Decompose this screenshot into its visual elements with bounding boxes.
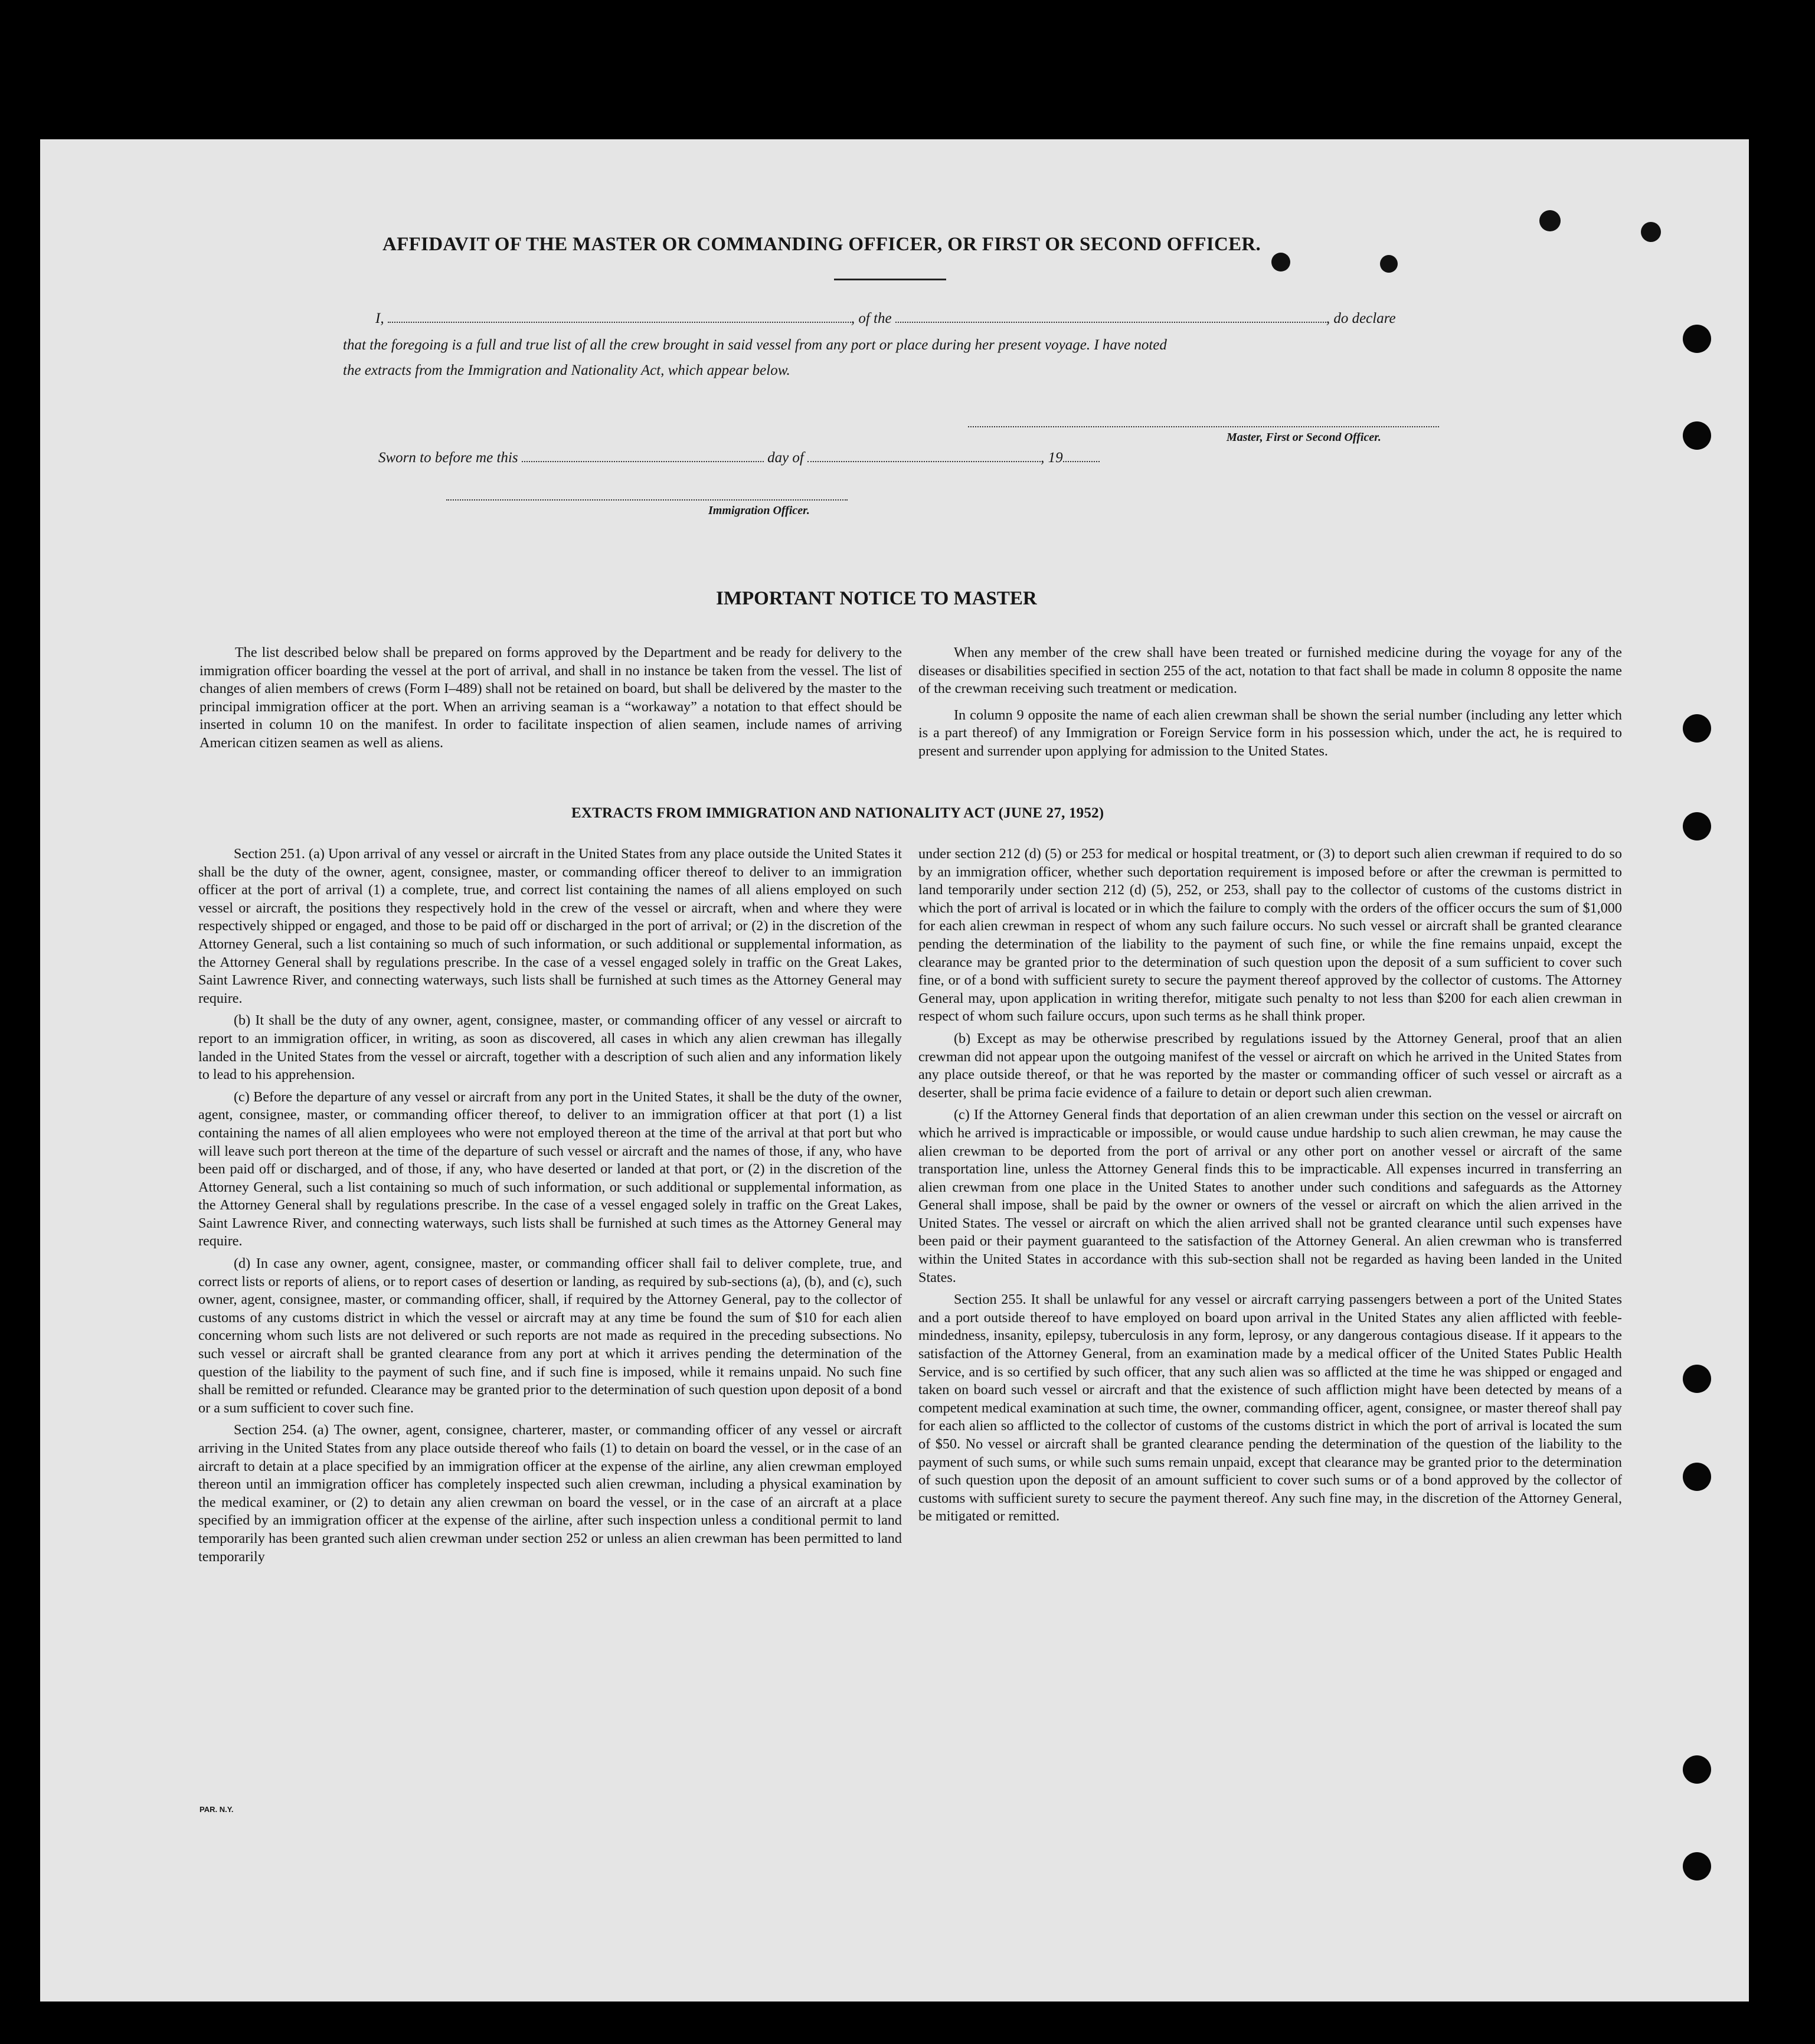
notice-left-column [200, 644, 902, 757]
sworn-month-field[interactable] [807, 450, 1041, 462]
punch-hole [1683, 714, 1711, 743]
name-field[interactable] [388, 311, 851, 323]
extracts-left-column [198, 845, 902, 1570]
notice-title: IMPORTANT NOTICE TO MASTER [716, 588, 1037, 609]
immigration-officer-label: Immigration Officer. [708, 504, 810, 517]
punch-hole [1683, 1852, 1711, 1881]
immigration-officer-signature-line[interactable] [446, 499, 848, 501]
notice-right-column [918, 644, 1622, 765]
notice-paragraph: In column 9 opposite the name of each alien crewman shall be shown the serial number (including any letter which is a part thereof) of any Immigration or Foreign Service form in his possession which, under the act, he is required to present and surrender upon applying for admission to the United States. [918, 707, 1622, 759]
punch-hole [1683, 1755, 1711, 1784]
vessel-field[interactable] [895, 311, 1326, 323]
punch-hole [1683, 325, 1711, 353]
section-paragraph: (c) Before the departure of any vessel or aircraft from any port in the United States, it shall be the duty of the owner, agent, consignee, master, or commanding officer thereof, to deliver to an immigration officer at that port (1) a list containing the names of all alien employees who were not employed thereon at the time of the arrival at that port but who will leave such port thereon at the time of the departure of such vessel or aircraft and the names of those, if any, who have been paid off or discharged, and of those, if any, who have deserted or landed at that port, or (2) in the discretion of the Attorney General, such a list containing so much of such information, or such additional or supplemental information, as the Attorney General shall by regulations prescribe. In the case of a vessel engaged solely in traffic on the Great Lakes, Saint Lawrence River, and connecting waterways, such lists shall be furnished at such times as the Attorney General may require. [198, 1088, 902, 1250]
notice-paragraph: When any member of the crew shall have been treated or furnished medicine during the voyage for any of the diseases or disabilities specified in section 255 of the act, notation to that fact shall be made in column 8 opposite the name of the crewman receiving such treatment or medication. [918, 645, 1622, 697]
printer-mark: PAR. N.Y. [200, 1805, 234, 1814]
decl-do-declare: , do declare [1326, 310, 1396, 326]
punch-hole [1683, 1365, 1711, 1393]
sworn-prefix: Sworn to before me this [378, 450, 518, 466]
ink-blot [1380, 255, 1398, 273]
section-paragraph: Section 254. (a) The owner, agent, consignee, charterer, master, or commanding officer of any vessel or aircraft arriving in the United States from any place outside thereof who fails (1) to detain on board the vessel, or in the case of an aircraft to detain at a place specified by an immigration officer at the expense of the airline, any alien crewman employed thereon until an immigration officer has completely inspected such alien crewman, including a physical examination by the medical examiner, or (2) to detain any alien crewman on board the vessel, or in the case of an aircraft at a place specified by an immigration officer at the expense of the airline, after such inspection unless a conditional permit to land temporarily has been granted such alien crewman under section 252 or unless an alien crewman has been permitted to land temporarily [198, 1422, 902, 1565]
notice-paragraph: The list described below shall be prepared on forms approved by the Department and be ready for delivery to the immigration officer boarding the vessel at the port of arrival, and shall in no instance be taken from the vessel. The list of changes of alien members of crews (Form I–489) shall not be retained on board, but shall be delivered by the master to the principal immigration officer at the port. When an arriving seaman is a “workaway” a notation to that effect should be inserted in column 10 on the manifest. In order to facilitate inspection of alien seamen, include names of arriving American citizen seamen as well as aliens. [200, 645, 902, 751]
master-signature-label: Master, First or Second Officer. [1227, 431, 1381, 444]
section-paragraph: Section 255. It shall be unlawful for any vessel or aircraft carrying passengers between a port of the United States and a port outside thereof to have employed on board upon arrival in the United States any alien afflicted with feeble-mindedness, insanity, epilepsy, tuberculosis in any form, leprosy, or any dangerous contagious disease. If it appears to the satisfaction of the Attorney General, from an examination made by a medical officer of the United States Public Health Service, and is so certified by such officer, that any such alien was so afflicted at the time he was shipped or engaged and taken on board such vessel or aircraft and that the existence of such affliction might have been detected by means of a competent medical examination at such time, the owner, commanding officer, agent, consignee, or master thereof shall pay for each alien so afflicted to the collector of customs of the customs district in which the port of arrival is located the sum of $50. No vessel or aircraft shall be granted clearance pending the determination of the question of the liability to the payment of such sums, or while such sums remain unpaid, except that clearance may be granted prior to the determination of such question upon the deposit of an amount sufficient to cover such sums or of a bond approved by the collector of customs with sufficient surety to secure the payment thereof. Any such fine may, in the discretion of the Attorney General, be mitigated or remitted. [918, 1291, 1622, 1525]
sworn-year: , 19 [1041, 450, 1063, 466]
title-rule [834, 279, 946, 280]
sworn-line [378, 450, 1100, 466]
declaration-line-2: that the foregoing is a full and true list of all the crew brought in said vessel from any port or place during her present voyage. I have noted [343, 337, 1167, 353]
extracts-title: EXTRACTS FROM IMMIGRATION AND NATIONALITY ACT (JUNE 27, 1952) [571, 805, 1104, 821]
punch-hole [1683, 1463, 1711, 1491]
section-paragraph: (c) If the Attorney General finds that deportation of an alien crewman under this section on the vessel or aircraft on which he arrived is impracticable or impossible, or would cause undue hardship to such alien crewman, he may cause the alien crewman to be deported from the port of arrival or any other port on another vessel or aircraft of the same transportation line, unless the Attorney General finds this to be impracticable. All expenses incurred in transferring an alien crewman from one place in the United States to another under such conditions and safeguards as the Attorney General shall impose, shall be paid by the owner or owners of the vessel or aircraft on which the alien arrived in the United States. The vessel or aircraft on which the alien arrived shall not be granted clearance until such expenses have been paid or their payment guaranteed to the satisfaction of the Attorney General. An alien crewman who is transferred within the United States in accordance with this sub-section shall not be regarded as having been landed in the United States. [918, 1107, 1622, 1286]
master-signature-line[interactable] [968, 426, 1439, 427]
section-paragraph: (b) It shall be the duty of any owner, agent, consignee, master, or commanding officer of any vessel or aircraft to report to an immigration officer, in writing, as soon as discovered, all cases in which any alien crewman has illegally landed in the United States from the vessel or aircraft, together with a description of such alien and any information likely to lead to his apprehension. [198, 1012, 902, 1083]
sworn-day-of: day of [767, 450, 804, 466]
ink-blot [1539, 210, 1561, 231]
section-paragraph: (d) In case any owner, agent, consignee, master, or commanding officer shall fail to deliver complete, true, and correct lists or reports of aliens, or to report cases of desertion or landing, as required by sub-sections (a), (b), and (c), such owner, agent, consignee, master, or commanding officer, shall, if required by the Attorney General, pay to the collector of customs of any customs district in which the vessel or aircraft may at any time be found the sum of $10 for each alien concerning whom such lists are not delivered or such reports are not made as required in the preceding subsections. No such vessel or aircraft shall be granted clearance from any port at which it arrives pending the determination of the question of the liability to the payment of such fine, and if such fine is imposed, while it remains unpaid. No such fine shall be remitted or refunded. Clearance may be granted prior to the determination of such question upon deposit of a bond or a sum sufficient to cover such fine. [198, 1255, 902, 1416]
section-paragraph: under section 212 (d) (5) or 253 for medical or hospital treatment, or (3) to deport such alien crewman if required to do so by an immigration officer, whether such deportation requirement is imposed before or after the crewman is permitted to land temporarily under section 212 (d) (5), 252, or 253, shall pay to the collector of customs of the customs district in which the port of arrival is located or in which the failure to comply with the orders of the officer occurs the sum of $1,000 for each alien crewman in respect of whom any such failure occurs. No such vessel or aircraft shall be granted clearance pending the determination of the liability to the payment of such fine, or while the fine remains unpaid, except the clearance may be granted prior to the determination of such question upon the deposit of a sum sufficient to cover such fine, or of a bond with sufficient surety to secure the payment thereof approved by the collector of customs. The Attorney General may, upon application in writing therefor, mitigate such penalty to not less than $200 for each alien crewman in respect of whom such failure occurs, upon such terms as he shall think proper. [918, 846, 1622, 1025]
sworn-day-field[interactable] [522, 450, 764, 462]
punch-hole [1683, 421, 1711, 450]
sworn-year-field[interactable] [1063, 450, 1100, 462]
section-paragraph: Section 251. (a) Upon arrival of any vessel or aircraft in the United States from any place outside the United States it shall be the duty of the owner, agent, consignee, master, or commanding officer thereof to deliver to an immigration officer at the port of arrival (1) a complete, true, and correct list containing the names of all aliens employed on such vessel or aircraft, the positions they respectively hold in the crew of the vessel or aircraft, when and where they were respectively shipped or engaged, and those to be paid off or discharged in the port of arrival; or (2) in the discretion of the Attorney General, such a list containing so much of such information, or such additional or supplemental information, as the Attorney General shall by regulations prescribe. In the case of a vessel engaged solely in traffic on the Great Lakes, Saint Lawrence River, and connecting waterways, such lists shall be furnished at such times as the Attorney General may require. [198, 846, 902, 1006]
punch-hole [1683, 812, 1711, 841]
decl-i: I, [375, 310, 384, 326]
affidavit-title: AFFIDAVIT OF THE MASTER OR COMMANDING OFFICER, OR FIRST OR SECOND OFFICER. [382, 234, 1261, 255]
declaration-line-3: the extracts from the Immigration and Nationality Act, which appear below. [343, 362, 790, 378]
decl-of-the: , of the [851, 310, 892, 326]
ink-blot [1641, 222, 1661, 242]
section-paragraph: (b) Except as may be otherwise prescribed by regulations issued by the Attorney General, proof that an alien crewman did not appear upon the outgoing manifest of the vessel or aircraft on which he arrived in the United States from any place outside thereof, or that he was reported by the master or commanding officer of such vessel or aircraft as a deserter, shall be prima facie evidence of a failure to detain or deport such alien crewman. [918, 1030, 1622, 1101]
declaration-line [375, 310, 1396, 327]
extracts-right-column [918, 845, 1622, 1530]
form-page [40, 139, 1749, 2002]
